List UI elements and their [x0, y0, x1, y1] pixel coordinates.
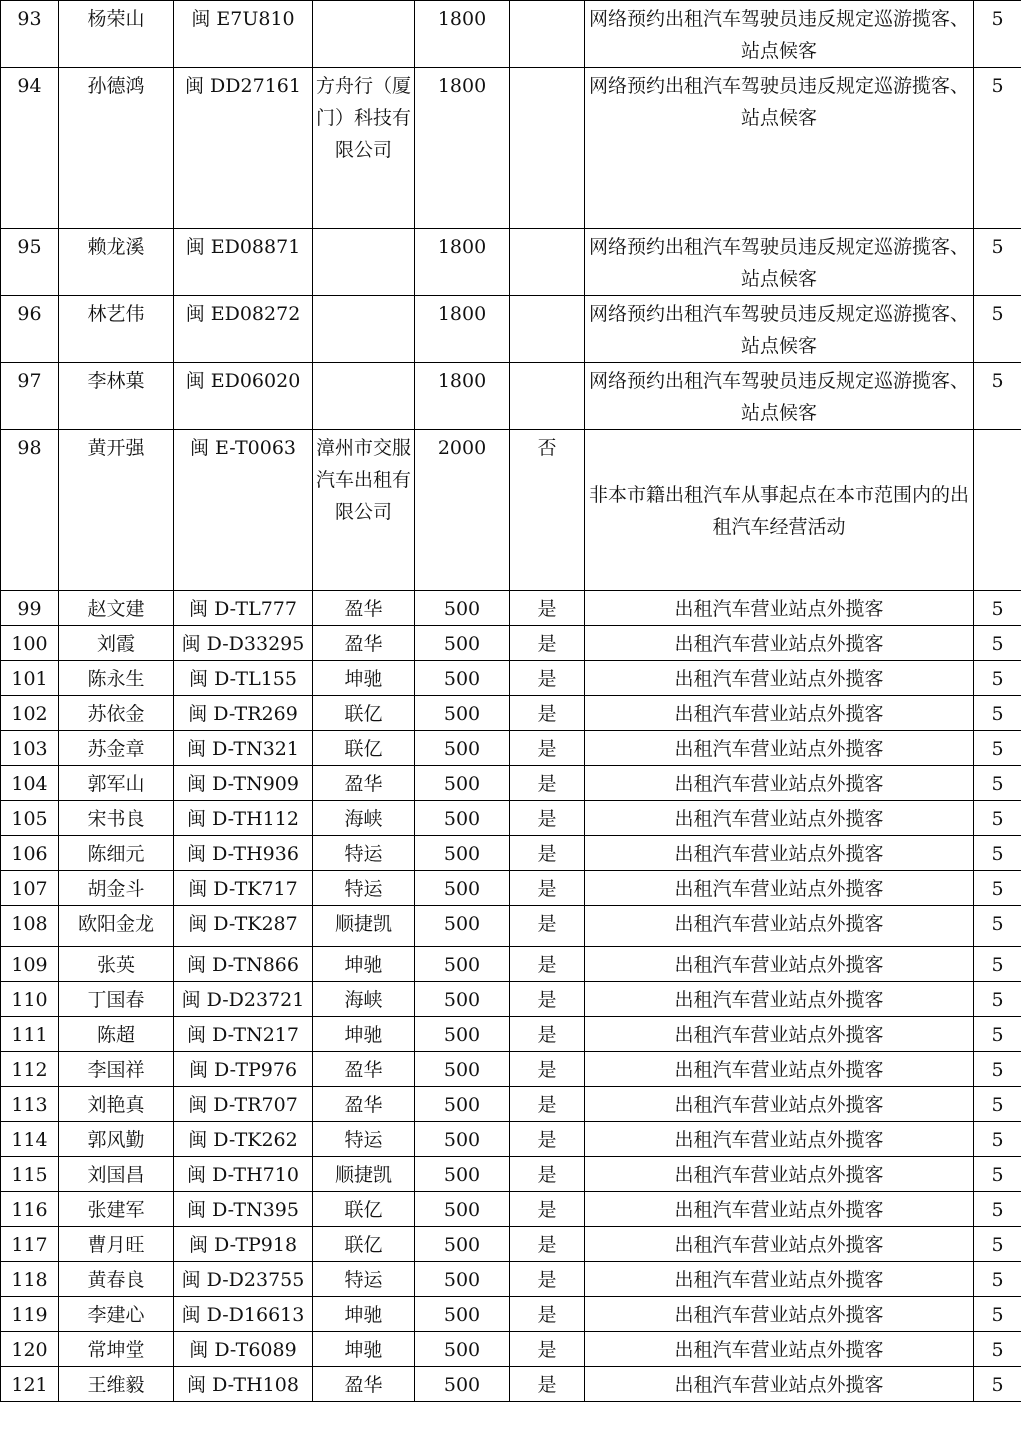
cell-name: 赖龙溪	[59, 229, 174, 296]
cell-amount: 500	[415, 947, 510, 982]
cell-amount: 1800	[415, 68, 510, 229]
cell-flag: 是	[510, 1367, 585, 1402]
cell-reason: 出租汽车营业站点外揽客	[585, 1122, 974, 1157]
cell-amount: 500	[415, 696, 510, 731]
cell-company: 坤驰	[313, 661, 415, 696]
cell-no: 104	[1, 766, 59, 801]
cell-points: 5	[974, 626, 1021, 661]
cell-points: 5	[974, 1262, 1021, 1297]
table-row	[1, 1087, 1021, 1122]
cell-amount: 500	[415, 1122, 510, 1157]
cell-plate: 闽 D-TR269	[174, 696, 313, 731]
cell-reason: 出租汽车营业站点外揽客	[585, 1262, 974, 1297]
table-row	[1, 801, 1021, 836]
cell-name: 张建军	[59, 1192, 174, 1227]
table-row	[1, 1262, 1021, 1297]
table-row	[1, 430, 1021, 591]
cell-name: 黄开强	[59, 430, 174, 591]
cell-plate: 闽 D-TN395	[174, 1192, 313, 1227]
cell-no: 116	[1, 1192, 59, 1227]
cell-points: 5	[974, 1052, 1021, 1087]
cell-reason: 出租汽车营业站点外揽客	[585, 1297, 974, 1332]
cell-points: 5	[974, 801, 1021, 836]
cell-amount: 500	[415, 801, 510, 836]
cell-reason: 出租汽车营业站点外揽客	[585, 1227, 974, 1262]
cell-reason: 出租汽车营业站点外揽客	[585, 1052, 974, 1087]
cell-company: 坤驰	[313, 1017, 415, 1052]
cell-reason: 出租汽车营业站点外揽客	[585, 661, 974, 696]
cell-flag: 是	[510, 1262, 585, 1297]
table-row	[1, 1297, 1021, 1332]
cell-company	[313, 1, 415, 68]
cell-name: 欧阳金龙	[59, 906, 174, 947]
cell-amount: 500	[415, 626, 510, 661]
cell-reason: 出租汽车营业站点外揽客	[585, 1192, 974, 1227]
cell-flag: 是	[510, 906, 585, 947]
cell-name: 宋书良	[59, 801, 174, 836]
cell-flag: 是	[510, 1332, 585, 1367]
cell-reason: 出租汽车营业站点外揽客	[585, 836, 974, 871]
cell-name: 苏依金	[59, 696, 174, 731]
table-row	[1, 1, 1021, 68]
cell-points: 5	[974, 906, 1021, 947]
cell-flag: 是	[510, 1157, 585, 1192]
cell-company: 联亿	[313, 1227, 415, 1262]
cell-plate: 闽 ED06020	[174, 363, 313, 430]
cell-company: 坤驰	[313, 1332, 415, 1367]
cell-points: 5	[974, 591, 1021, 626]
table-body	[1, 1, 1021, 591]
cell-plate: 闽 D-TR707	[174, 1087, 313, 1122]
cell-reason: 出租汽车营业站点外揽客	[585, 906, 974, 947]
table-row	[1, 766, 1021, 801]
cell-name: 曹月旺	[59, 1227, 174, 1262]
cell-plate: 闽 ED08272	[174, 296, 313, 363]
cell-points: 5	[974, 1122, 1021, 1157]
cell-name: 常坤堂	[59, 1332, 174, 1367]
cell-no: 99	[1, 591, 59, 626]
cell-amount: 500	[415, 1087, 510, 1122]
cell-plate: 闽 D-TP918	[174, 1227, 313, 1262]
table-row	[1, 1192, 1021, 1227]
cell-plate: 闽 ED08871	[174, 229, 313, 296]
cell-points: 5	[974, 1157, 1021, 1192]
cell-plate: 闽 D-D23721	[174, 982, 313, 1017]
cell-reason: 网络预约出租汽车驾驶员违反规定巡游揽客、站点候客	[585, 229, 974, 296]
cell-flag: 是	[510, 1227, 585, 1262]
table-row	[1, 1017, 1021, 1052]
cell-name: 林艺伟	[59, 296, 174, 363]
cell-flag: 是	[510, 1052, 585, 1087]
cell-amount: 500	[415, 731, 510, 766]
cell-points: 5	[974, 836, 1021, 871]
cell-name: 李建心	[59, 1297, 174, 1332]
table-row	[1, 1122, 1021, 1157]
table-row	[1, 947, 1021, 982]
cell-amount: 500	[415, 1367, 510, 1402]
cell-name: 苏金章	[59, 731, 174, 766]
cell-amount: 500	[415, 661, 510, 696]
cell-reason: 出租汽车营业站点外揽客	[585, 1087, 974, 1122]
cell-name: 刘霞	[59, 626, 174, 661]
cell-amount: 500	[415, 591, 510, 626]
cell-amount: 500	[415, 1297, 510, 1332]
cell-company: 盈华	[313, 1052, 415, 1087]
cell-reason: 出租汽车营业站点外揽客	[585, 947, 974, 982]
cell-no: 107	[1, 871, 59, 906]
cell-reason: 网络预约出租汽车驾驶员违反规定巡游揽客、站点候客	[585, 1, 974, 68]
cell-company: 盈华	[313, 1087, 415, 1122]
cell-amount: 1800	[415, 1, 510, 68]
table-row	[1, 1052, 1021, 1087]
cell-amount: 1800	[415, 229, 510, 296]
cell-reason: 出租汽车营业站点外揽客	[585, 696, 974, 731]
cell-points: 5	[974, 229, 1021, 296]
cell-no: 114	[1, 1122, 59, 1157]
cell-flag: 是	[510, 801, 585, 836]
cell-name: 李国祥	[59, 1052, 174, 1087]
cell-reason: 出租汽车营业站点外揽客	[585, 1367, 974, 1402]
cell-reason: 出租汽车营业站点外揽客	[585, 766, 974, 801]
table-row	[1, 871, 1021, 906]
cell-company: 顺捷凯	[313, 906, 415, 947]
table-row	[1, 906, 1021, 947]
cell-plate: 闽 E7U810	[174, 1, 313, 68]
cell-amount: 500	[415, 1227, 510, 1262]
cell-reason: 出租汽车营业站点外揽客	[585, 1332, 974, 1367]
table-row	[1, 696, 1021, 731]
cell-flag: 是	[510, 1297, 585, 1332]
cell-amount: 500	[415, 982, 510, 1017]
cell-name: 王维毅	[59, 1367, 174, 1402]
cell-name: 陈超	[59, 1017, 174, 1052]
cell-reason: 网络预约出租汽车驾驶员违反规定巡游揽客、站点候客	[585, 363, 974, 430]
cell-points: 5	[974, 1017, 1021, 1052]
cell-flag: 是	[510, 591, 585, 626]
cell-amount: 500	[415, 1157, 510, 1192]
cell-amount: 500	[415, 1192, 510, 1227]
cell-plate: 闽 D-D23755	[174, 1262, 313, 1297]
cell-company: 坤驰	[313, 947, 415, 982]
cell-no: 97	[1, 363, 59, 430]
cell-no: 111	[1, 1017, 59, 1052]
cell-company: 顺捷凯	[313, 1157, 415, 1192]
cell-no: 118	[1, 1262, 59, 1297]
cell-amount: 500	[415, 1052, 510, 1087]
cell-name: 黄春良	[59, 1262, 174, 1297]
cell-flag: 是	[510, 1122, 585, 1157]
table-row	[1, 836, 1021, 871]
cell-plate: 闽 D-TN909	[174, 766, 313, 801]
cell-plate: 闽 E-T0063	[174, 430, 313, 591]
cell-reason: 网络预约出租汽车驾驶员违反规定巡游揽客、站点候客	[585, 68, 974, 229]
cell-flag: 是	[510, 766, 585, 801]
cell-reason: 出租汽车营业站点外揽客	[585, 1157, 974, 1192]
table-row	[1, 363, 1021, 430]
cell-no: 115	[1, 1157, 59, 1192]
cell-flag: 是	[510, 1017, 585, 1052]
cell-company: 盈华	[313, 766, 415, 801]
table-row	[1, 731, 1021, 766]
cell-plate: 闽 D-TH710	[174, 1157, 313, 1192]
cell-points: 5	[974, 296, 1021, 363]
cell-name: 刘艳真	[59, 1087, 174, 1122]
cell-points: 5	[974, 871, 1021, 906]
cell-no: 106	[1, 836, 59, 871]
cell-flag: 是	[510, 982, 585, 1017]
cell-points: 5	[974, 982, 1021, 1017]
cell-company: 联亿	[313, 696, 415, 731]
cell-points: 5	[974, 1227, 1021, 1262]
cell-company: 海峡	[313, 801, 415, 836]
cell-flag: 是	[510, 871, 585, 906]
cell-points: 5	[974, 696, 1021, 731]
cell-plate: 闽 D-TH936	[174, 836, 313, 871]
cell-plate: 闽 D-TN321	[174, 731, 313, 766]
cell-company: 盈华	[313, 626, 415, 661]
cell-points: 5	[974, 766, 1021, 801]
cell-points: 5	[974, 731, 1021, 766]
cell-no: 101	[1, 661, 59, 696]
cell-flag: 是	[510, 947, 585, 982]
cell-reason: 出租汽车营业站点外揽客	[585, 626, 974, 661]
cell-company	[313, 363, 415, 430]
cell-flag: 是	[510, 696, 585, 731]
cell-reason: 出租汽车营业站点外揽客	[585, 731, 974, 766]
cell-company: 特运	[313, 1122, 415, 1157]
cell-amount: 500	[415, 1332, 510, 1367]
cell-no: 103	[1, 731, 59, 766]
cell-company	[313, 296, 415, 363]
cell-name: 胡金斗	[59, 871, 174, 906]
table-row	[1, 229, 1021, 296]
table-row	[1, 1332, 1021, 1367]
cell-company: 盈华	[313, 1367, 415, 1402]
cell-name: 李林菓	[59, 363, 174, 430]
cell-points: 5	[974, 1192, 1021, 1227]
cell-plate: 闽 D-TL155	[174, 661, 313, 696]
cell-points: 5	[974, 1297, 1021, 1332]
cell-flag: 是	[510, 626, 585, 661]
cell-flag	[510, 363, 585, 430]
cell-no: 117	[1, 1227, 59, 1262]
cell-points: 5	[974, 1087, 1021, 1122]
cell-company: 特运	[313, 871, 415, 906]
cell-no: 102	[1, 696, 59, 731]
cell-no: 108	[1, 906, 59, 947]
cell-plate: 闽 D-TN866	[174, 947, 313, 982]
table-row	[1, 1157, 1021, 1192]
cell-amount: 1800	[415, 296, 510, 363]
cell-points: 5	[974, 1332, 1021, 1367]
table-row	[1, 626, 1021, 661]
cell-no: 112	[1, 1052, 59, 1087]
cell-name: 陈永生	[59, 661, 174, 696]
cell-name: 郭风勤	[59, 1122, 174, 1157]
cell-flag	[510, 229, 585, 296]
cell-reason: 出租汽车营业站点外揽客	[585, 591, 974, 626]
cell-company: 特运	[313, 1262, 415, 1297]
cell-plate: 闽 D-TK262	[174, 1122, 313, 1157]
cell-flag	[510, 1, 585, 68]
cell-name: 刘国昌	[59, 1157, 174, 1192]
cell-name: 陈细元	[59, 836, 174, 871]
cell-no: 98	[1, 430, 59, 591]
cell-plate: 闽 DD27161	[174, 68, 313, 229]
cell-amount: 1800	[415, 363, 510, 430]
table-row	[1, 296, 1021, 363]
table-row	[1, 1227, 1021, 1262]
cell-flag	[510, 68, 585, 229]
cell-plate: 闽 D-TK287	[174, 906, 313, 947]
cell-amount: 500	[415, 766, 510, 801]
cell-points: 5	[974, 1367, 1021, 1402]
cell-plate: 闽 D-TP976	[174, 1052, 313, 1087]
cell-points: 5	[974, 1, 1021, 68]
cell-name: 杨荣山	[59, 1, 174, 68]
table-row	[1, 1367, 1021, 1402]
table-row	[1, 68, 1021, 229]
cell-no: 100	[1, 626, 59, 661]
cell-company: 联亿	[313, 1192, 415, 1227]
cell-no: 119	[1, 1297, 59, 1332]
cell-flag: 否	[510, 430, 585, 591]
cell-company	[313, 229, 415, 296]
cell-flag	[510, 296, 585, 363]
cell-name: 丁国春	[59, 982, 174, 1017]
cell-company: 特运	[313, 836, 415, 871]
cell-reason: 网络预约出租汽车驾驶员违反规定巡游揽客、站点候客	[585, 296, 974, 363]
cell-company: 海峡	[313, 982, 415, 1017]
cell-reason: 出租汽车营业站点外揽客	[585, 871, 974, 906]
cell-flag: 是	[510, 661, 585, 696]
cell-no: 120	[1, 1332, 59, 1367]
cell-reason: 出租汽车营业站点外揽客	[585, 982, 974, 1017]
cell-amount: 500	[415, 1262, 510, 1297]
cell-plate: 闽 D-D33295	[174, 626, 313, 661]
cell-points: 5	[974, 68, 1021, 229]
cell-name: 孙德鸿	[59, 68, 174, 229]
cell-name: 赵文建	[59, 591, 174, 626]
cell-plate: 闽 D-TH108	[174, 1367, 313, 1402]
cell-no: 96	[1, 296, 59, 363]
cell-company: 联亿	[313, 731, 415, 766]
cell-plate: 闽 D-T6089	[174, 1332, 313, 1367]
cell-flag: 是	[510, 731, 585, 766]
cell-no: 109	[1, 947, 59, 982]
cell-no: 110	[1, 982, 59, 1017]
cell-plate: 闽 D-TL777	[174, 591, 313, 626]
cell-name: 郭军山	[59, 766, 174, 801]
cell-reason: 非本市籍出租汽车从事起点在本市范围内的出租汽车经营活动	[585, 430, 974, 591]
cell-company: 漳州市交服汽车出租有限公司	[313, 430, 415, 591]
cell-name: 张英	[59, 947, 174, 982]
table-row	[1, 591, 1021, 626]
cell-plate: 闽 D-TH112	[174, 801, 313, 836]
cell-amount: 500	[415, 836, 510, 871]
cell-points: 5	[974, 947, 1021, 982]
table-body-simple-rows	[1, 591, 1021, 1402]
cell-company: 坤驰	[313, 1297, 415, 1332]
cell-plate: 闽 D-TN217	[174, 1017, 313, 1052]
cell-reason: 出租汽车营业站点外揽客	[585, 801, 974, 836]
table-row	[1, 982, 1021, 1017]
cell-no: 94	[1, 68, 59, 229]
cell-no: 121	[1, 1367, 59, 1402]
cell-amount: 2000	[415, 430, 510, 591]
cell-no: 95	[1, 229, 59, 296]
cell-plate: 闽 D-TK717	[174, 871, 313, 906]
cell-no: 93	[1, 1, 59, 68]
cell-flag: 是	[510, 1192, 585, 1227]
cell-flag: 是	[510, 1087, 585, 1122]
cell-company: 盈华	[313, 591, 415, 626]
cell-points: 5	[974, 363, 1021, 430]
cell-reason: 出租汽车营业站点外揽客	[585, 1017, 974, 1052]
cell-company: 方舟行（厦门）科技有限公司	[313, 68, 415, 229]
cell-no: 105	[1, 801, 59, 836]
cell-amount: 500	[415, 871, 510, 906]
cell-points: 5	[974, 661, 1021, 696]
cell-points	[974, 430, 1021, 591]
table-row	[1, 661, 1021, 696]
cell-amount: 500	[415, 906, 510, 947]
cell-amount: 500	[415, 1017, 510, 1052]
cell-no: 113	[1, 1087, 59, 1122]
cell-flag: 是	[510, 836, 585, 871]
cell-plate: 闽 D-D16613	[174, 1297, 313, 1332]
